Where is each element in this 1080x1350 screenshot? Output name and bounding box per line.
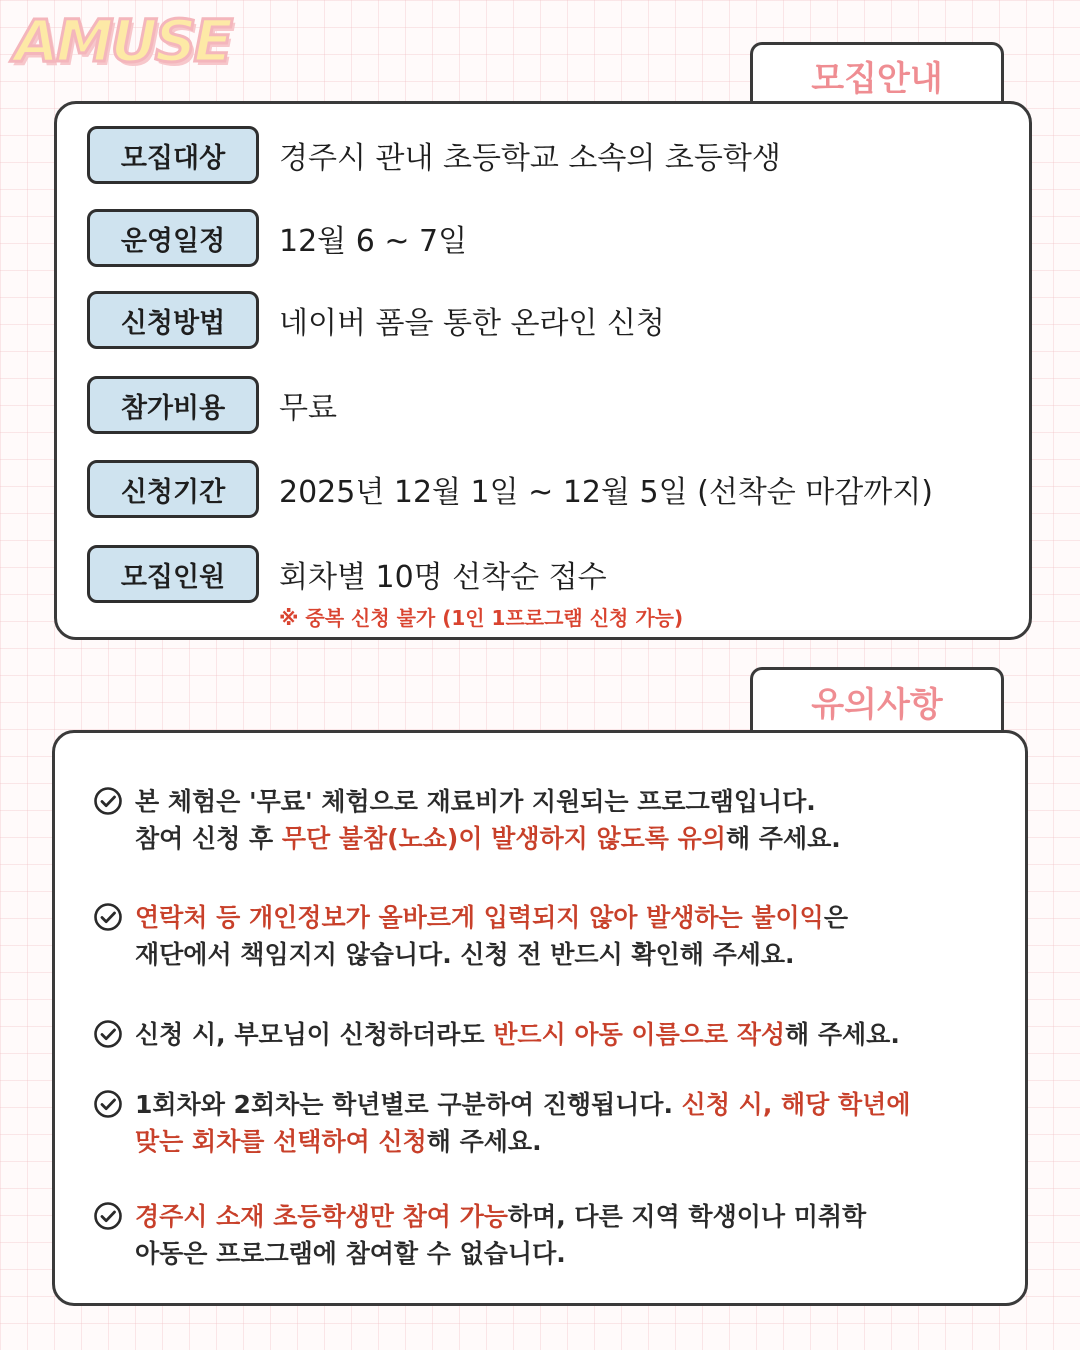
precaution-item [93,1016,993,1053]
duplicate-notice: ※ 중복 신청 불가 (1인 1프로그램 신청 가능) [279,606,684,630]
check-circle-icon [93,902,123,932]
precaution-text [135,1086,910,1160]
precaution-text [135,899,848,973]
body-text: 해 주세요. [785,1020,900,1049]
info-value: 네이버 폼을 통한 온라인 신청 [279,306,665,341]
info-value: 경주시 관내 초등학교 소속의 초등학생 [279,141,781,176]
body-text: 해 주세요. [725,824,841,853]
info-row-period [87,460,933,518]
info-label: 모집인원 [87,545,259,603]
precaution-text [135,1198,866,1272]
body-text: 재단에서 책임지지 않습니다. 신청 전 반드시 확인해 주세요. [135,940,795,969]
info-row-target [87,126,781,184]
body-text: 신청 시, 부모님이 신청하더라도 [135,1020,494,1049]
info-row-capacity [87,545,607,603]
recruitment-info-card [54,101,1032,640]
body-text: 은 [823,903,848,932]
precaution-item [93,783,993,857]
precaution-item [93,899,993,973]
info-label: 신청기간 [87,460,259,518]
body-text: 해 주세요. [426,1127,542,1156]
body-text: 하며, 다른 지역 학생이나 미취학 [507,1202,867,1231]
body-text: 아동은 프로그램에 참여할 수 없습니다. [135,1239,566,1268]
info-row-method [87,291,665,349]
check-circle-icon [93,1089,123,1119]
info-label: 운영일정 [87,209,259,267]
logo: AMUSE [14,7,231,75]
highlight-text: 무단 불참(노쇼)이 발생하지 않도록 유의 [281,824,726,853]
info-label: 참가비용 [87,376,259,434]
info-label: 모집대상 [87,126,259,184]
info-value: 무료 [279,391,337,426]
info-value: 2025년 12월 1일 ~ 12월 5일 (선착순 마감까지) [279,475,933,510]
info-label: 신청방법 [87,291,259,349]
highlight-text: 경주시 소재 초등학생만 참여 가능 [135,1202,508,1231]
highlight-text: 신청 시, 해당 학년에 [681,1090,911,1119]
info-row-fee [87,376,337,434]
highlight-text: 반드시 아동 이름으로 작성 [493,1020,786,1049]
check-circle-icon [93,1019,123,1049]
precaution-text [135,1016,900,1053]
body-text: 본 체험은 '무료' 체험으로 재료비가 지원되는 프로그램입니다. [135,787,816,816]
body-text: 참여 신청 후 [135,824,282,853]
tab-precautions: 유의사항 [750,667,1004,733]
precaution-item [93,1086,993,1160]
info-value: 12월 6 ~ 7일 [279,224,468,259]
precaution-text [135,783,841,857]
precaution-item [93,1198,993,1272]
check-circle-icon [93,1201,123,1231]
highlight-text: 맞는 회차를 선택하여 신청 [135,1127,427,1156]
info-row-schedule [87,209,467,267]
highlight-text: 연락처 등 개인정보가 올바르게 입력되지 않아 발생하는 불이익 [135,903,824,932]
info-value: 회차별 10명 선착순 접수 [279,560,607,595]
tab-recruitment-info: 모집안내 [750,42,1004,106]
body-text: 1회차와 2회차는 학년별로 구분하여 진행됩니다. [135,1090,682,1119]
precautions-card [52,730,1028,1306]
check-circle-icon [93,786,123,816]
